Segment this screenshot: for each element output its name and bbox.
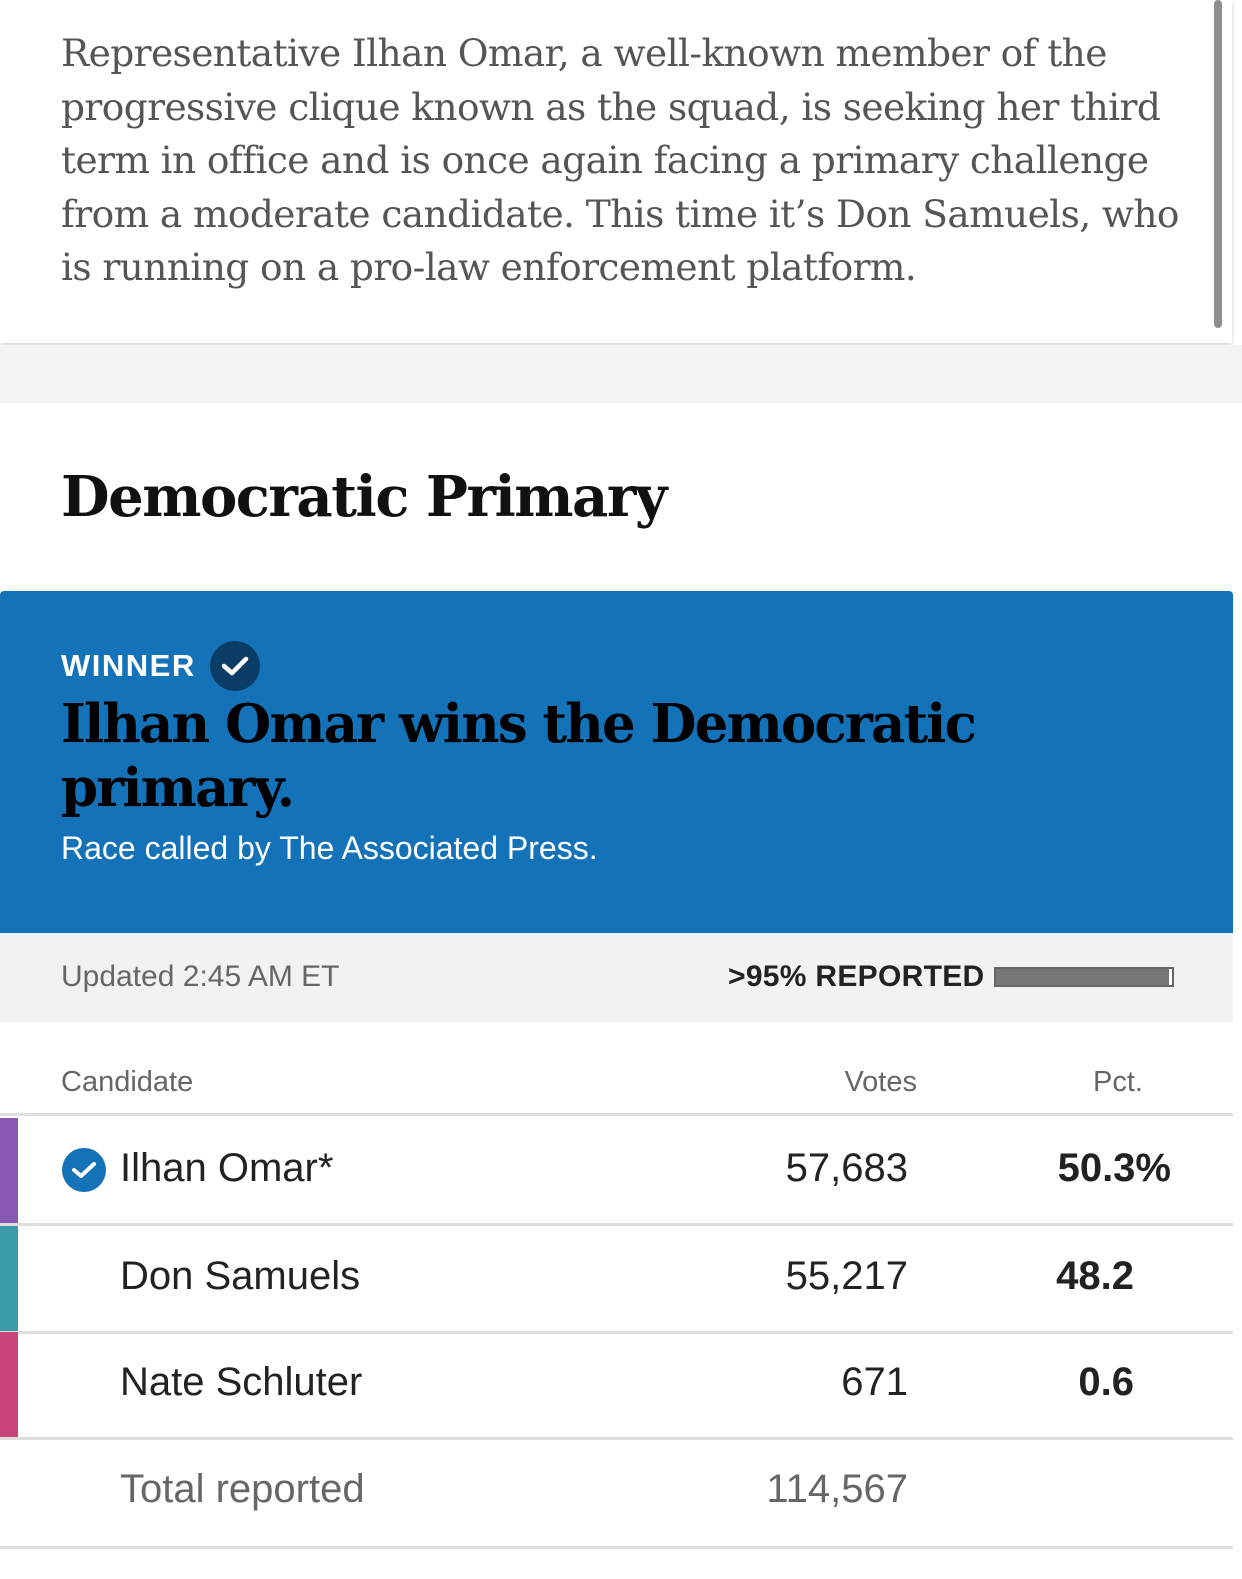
- table-row: [0, 1118, 1233, 1226]
- article-summary-card: [0, 0, 1232, 343]
- article-summary-text: Representative Ilhan Omar, a well-known member of the progressive clique known as the squad, is seeking her third term in office and is once again facing a primary challenge from a moderate candidate. This time it’s Don Samuels, who is running on a pro-law enforcement platform.: [61, 31, 1179, 289]
- total-row: [0, 1439, 1233, 1549]
- total-label: Total reported: [120, 1467, 365, 1511]
- candidate-votes: 57,683: [785, 1146, 908, 1190]
- reporting-progress-fill: [996, 969, 1168, 985]
- scrollbar[interactable]: [1214, 0, 1222, 328]
- updated-timestamp: Updated 2:45 AM ET: [61, 960, 340, 993]
- winner-check-icon: [62, 1148, 106, 1192]
- table-row: [0, 1226, 1233, 1334]
- column-header-votes: Votes: [844, 1066, 917, 1098]
- candidate-name: Don Samuels: [120, 1254, 361, 1298]
- candidate-pct: 48.2: [1056, 1254, 1134, 1298]
- candidate-votes: 671: [841, 1360, 908, 1404]
- candidate-pct: 50.3%: [1057, 1146, 1171, 1190]
- candidate-color-swatch: [0, 1332, 18, 1437]
- race-title: Democratic Primary: [61, 464, 666, 530]
- candidate-pct: 0.6: [1078, 1360, 1134, 1404]
- column-header-candidate: Candidate: [61, 1066, 194, 1098]
- reported-label: >95% REPORTED: [728, 960, 985, 993]
- column-header-pct: Pct.: [1093, 1066, 1143, 1098]
- reporting-status: [728, 960, 1174, 994]
- candidate-name: Nate Schluter: [120, 1360, 363, 1404]
- reporting-progress-bar: [994, 967, 1174, 987]
- check-icon: [210, 641, 260, 691]
- section-divider: [0, 345, 1242, 403]
- total-votes: 114,567: [766, 1467, 908, 1511]
- race-called-note: Race called by The Associated Press.: [61, 830, 598, 866]
- winner-tag: [61, 641, 260, 691]
- candidate-votes: 55,217: [785, 1254, 908, 1298]
- candidate-color-swatch: [0, 1118, 18, 1223]
- candidate-name: Ilhan Omar*: [120, 1146, 334, 1190]
- header-divider: [0, 1113, 1233, 1116]
- winner-label: WINNER: [61, 648, 196, 683]
- table-row: [0, 1332, 1233, 1440]
- candidate-color-swatch: [0, 1226, 18, 1331]
- winner-headline: Ilhan Omar wins the Democratic primary.: [61, 693, 976, 819]
